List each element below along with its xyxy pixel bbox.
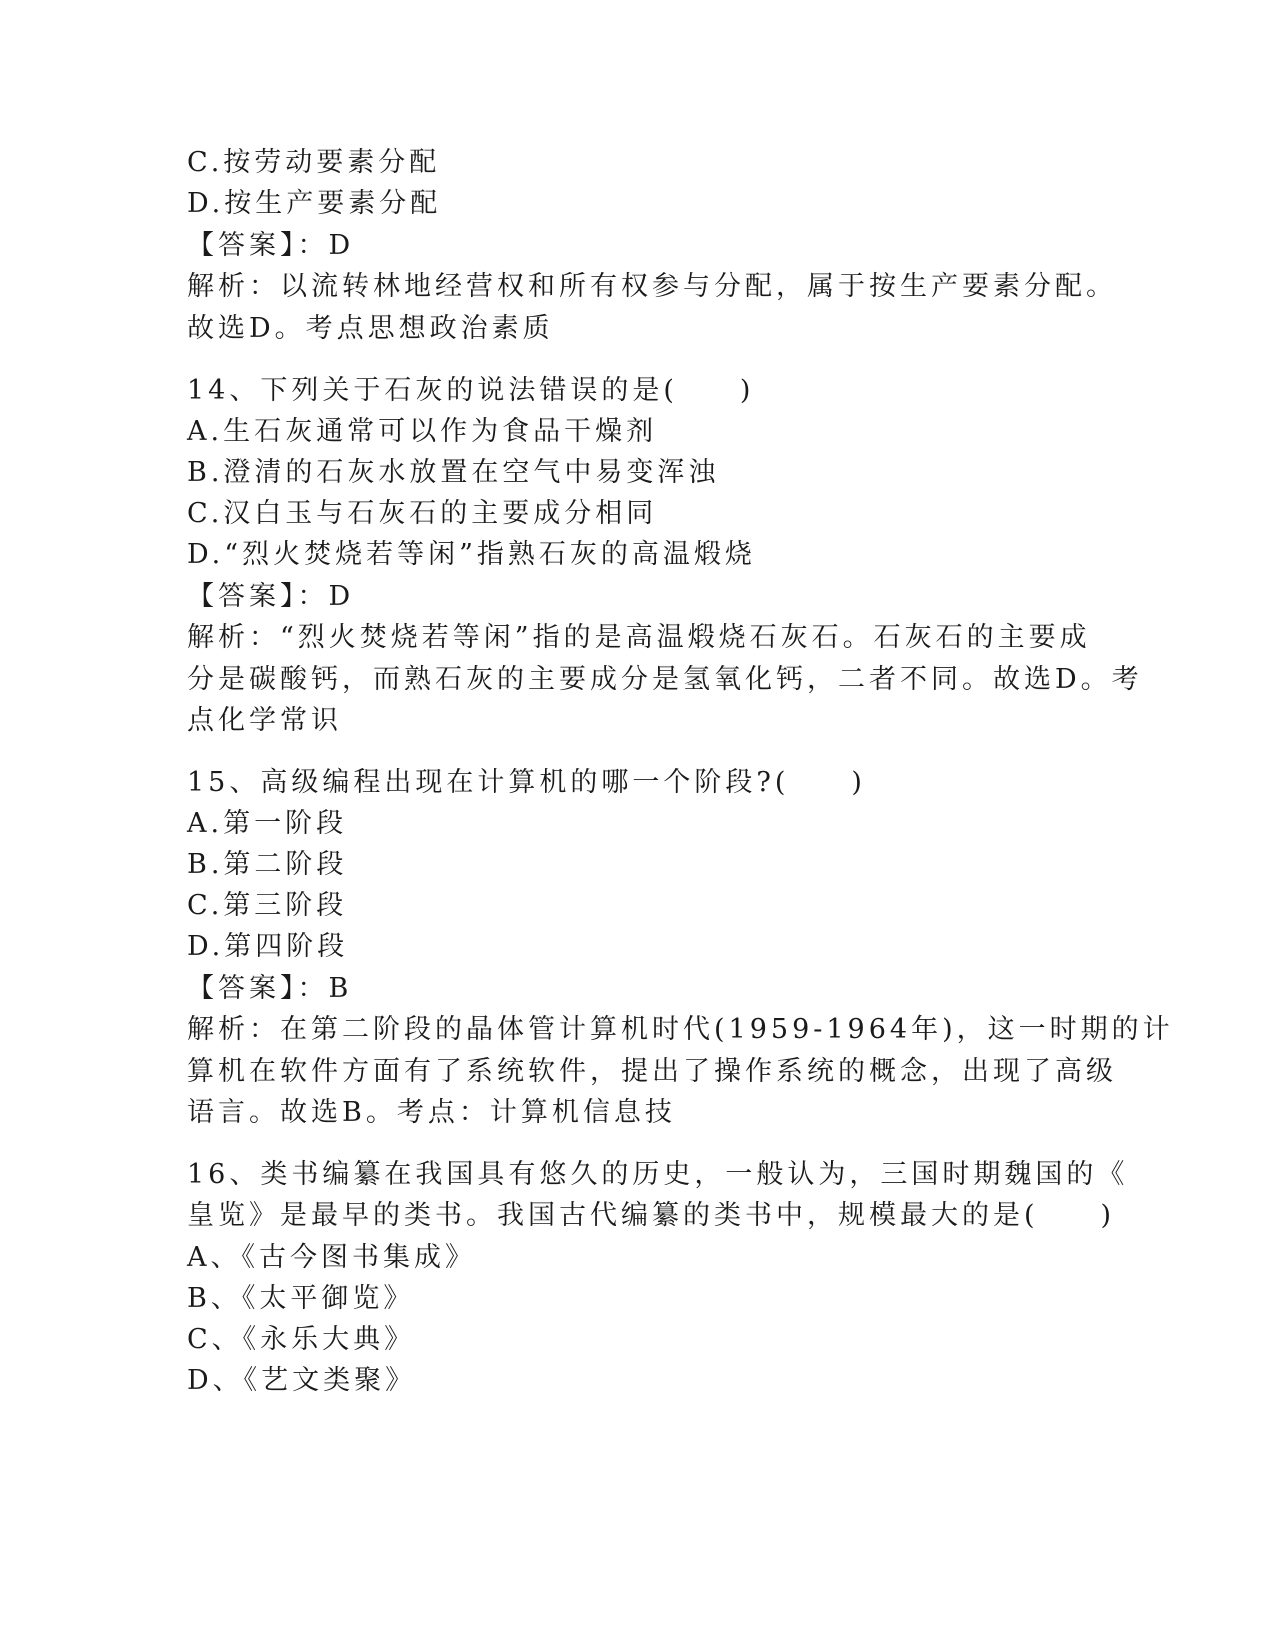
q14-option-a: A.生石灰通常可以作为食品干燥剂 (187, 416, 658, 447)
q14-option-b: B.澄清的石灰水放置在空气中易变浑浊 (187, 457, 720, 488)
q16-question-line-2: 皇览》是最早的类书。我国古代编纂的类书中，规模最大的是( ) (187, 1200, 1116, 1231)
q14-question: 14、下列关于石灰的说法错误的是( ) (187, 375, 755, 406)
q15-answer: 【答案】：B (187, 973, 353, 1004)
q16-option-a: A、《古今图书集成》 (187, 1242, 476, 1273)
q14-option-c: C.汉白玉与石灰石的主要成分相同 (187, 498, 658, 529)
q14-analysis-line-3: 点化学常识 (187, 705, 342, 736)
q15-option-d: D.第四阶段 (187, 931, 349, 962)
q15-option-a: A.第一阶段 (187, 808, 348, 839)
q13-analysis-line-1: 解析：以流转林地经营权和所有权参与分配，属于按生产要素分配。 (187, 271, 1117, 302)
q14-analysis-line-1: 解析：“烈火焚烧若等闲”指的是高温煅烧石灰石。石灰石的主要成 (187, 622, 1091, 653)
q14-answer: 【答案】：D (187, 581, 355, 612)
q15-analysis-line-3: 语言。故选B。考点：计算机信息技 (187, 1097, 676, 1128)
q16-question-line-1: 16、类书编纂在我国具有悠久的历史，一般认为，三国时期魏国的《 (187, 1159, 1129, 1190)
q14-option-d: D.“烈火焚烧若等闲”指熟石灰的高温煅烧 (187, 539, 756, 570)
q15-analysis-line-2: 算机在软件方面有了系统软件，提出了操作系统的概念，出现了高级 (187, 1056, 1117, 1087)
q16-option-d: D、《艺文类聚》 (187, 1365, 417, 1396)
q15-analysis-line-1: 解析：在第二阶段的晶体管计算机时代(1959-1964年)，这一时期的计 (187, 1014, 1174, 1045)
q15-question: 15、高级编程出现在计算机的哪一个阶段?( ) (187, 767, 866, 798)
q15-option-b: B.第二阶段 (187, 849, 348, 880)
q16-option-b: B、《太平御览》 (187, 1283, 415, 1314)
q13-analysis-line-2: 故选D。考点思想政治素质 (187, 313, 554, 344)
q15-option-c: C.第三阶段 (187, 890, 348, 921)
q13-option-c: C.按劳动要素分配 (187, 147, 441, 178)
q13-option-d: D.按生产要素分配 (187, 188, 442, 219)
q16-option-c: C、《永乐大典》 (187, 1324, 416, 1355)
q13-answer: 【答案】：D (187, 230, 355, 261)
q14-analysis-line-2: 分是碳酸钙，而熟石灰的主要成分是氢氧化钙，二者不同。故选D。考 (187, 664, 1143, 695)
